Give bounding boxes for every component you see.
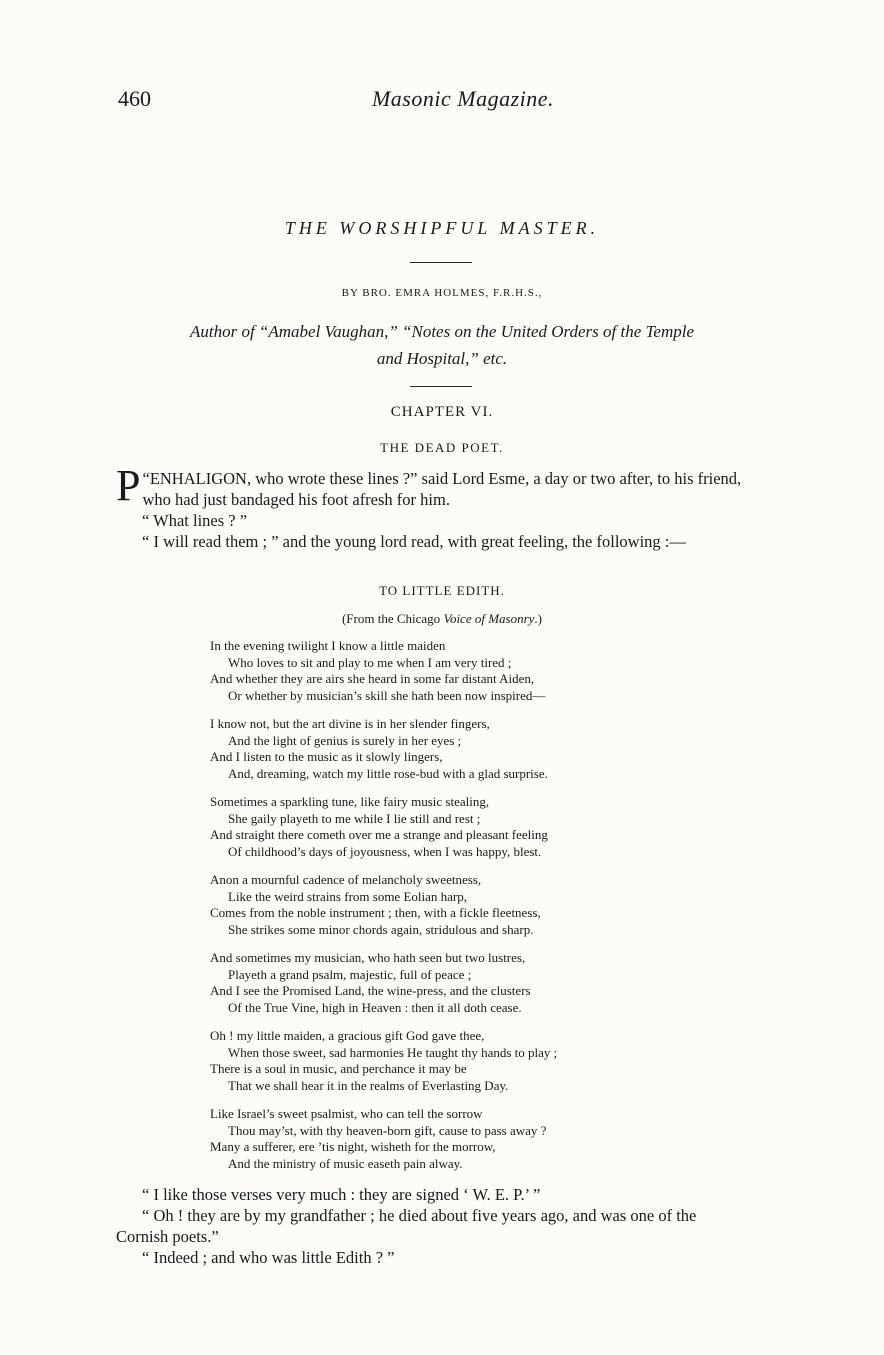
page-number: 460 — [118, 86, 151, 111]
byline: BY BRO. EMRA HOLMES, F.R.H.S., — [341, 287, 543, 299]
poem-line: Of childhood’s days of joyousness, when I was happy, blest. — [228, 843, 542, 859]
opening-text — [116, 461, 746, 552]
dialogue-paragraph: “ Oh ! they are by my grandfather ; he died about five years ago, and was one of the Cornish poets.” — [116, 1206, 697, 1246]
author-credits-line-1: Author of “Amabel Vaughan,” “Notes on the United Orders of the Temple — [189, 322, 694, 341]
poem-stanza — [210, 950, 710, 1016]
poem-line: And I listen to the music as it slowly lingers, — [210, 749, 443, 764]
poem-line: And the ministry of music easeth pain alway. — [228, 1155, 463, 1171]
opening-paragraph-text: ENHALIGON, who wrote these lines ?” said Lord Esme, a day or two after, to his friend, who had just bandaged his foot afresh for him. — [142, 469, 742, 509]
poem-line: That we shall hear it in the realms of Everlasting Day. — [228, 1077, 509, 1093]
poem-stanza — [210, 1028, 710, 1094]
poem-line: She strikes some minor chords again, stridulous and sharp. — [228, 921, 534, 937]
poem-line: And straight there cometh over me a strange and pleasant feeling — [210, 827, 548, 842]
drop-cap: P — [116, 461, 141, 510]
poem-line: And, dreaming, watch my little rose-bud with a glad surprise. — [228, 765, 548, 781]
poem-line: Many a sufferer, ere ’tis night, wisheth for the morrow, — [210, 1139, 496, 1154]
dialogue-paragraph: “ Indeed ; and who was little Edith ? ” — [142, 1248, 395, 1267]
poem-stanza — [210, 1106, 710, 1172]
dialogue-paragraph: “ I like those verses very much : they are signed ‘ W. E. P.’ ” — [142, 1185, 541, 1204]
running-title: Masonic Magazine. — [371, 86, 555, 111]
poem-line: And I see the Promised Land, the wine-press, and the clusters — [210, 983, 531, 998]
poem-line: In the evening twilight I know a little maiden — [210, 638, 446, 653]
author-credits — [0, 318, 884, 372]
page-header — [118, 86, 808, 122]
dialogue-paragraph: “ I will read them ; ” and the young lord read, with great feeling, the following :— — [142, 532, 686, 551]
poem-line: Thou may’st, with thy heaven-born gift, cause to pass away ? — [228, 1122, 547, 1138]
author-credits-line-2: and Hospital,” etc. — [376, 349, 508, 368]
poem-line: When those sweet, sad harmonies He taught thy hands to play ; — [228, 1044, 558, 1060]
poem-line: Playeth a grand psalm, majestic, full of peace ; — [228, 966, 472, 982]
chapter-heading: CHAPTER VI. — [390, 404, 494, 420]
poem-stanza — [210, 872, 710, 938]
poem-stanza — [210, 716, 710, 782]
opening-quote: “ — [142, 469, 150, 488]
article-title: THE WORSHIPFUL MASTER. — [284, 218, 600, 238]
poem-line: I know not, but the art divine is in her slender fingers, — [210, 716, 490, 731]
poem-line: Like Israel’s sweet psalmist, who can tell the sorrow — [210, 1106, 483, 1121]
poem-line: Anon a mournful cadence of melancholy sweetness, — [210, 872, 482, 887]
poem-line: And the light of genius is surely in her eyes ; — [228, 732, 462, 748]
poem-line: Of the True Vine, high in Heaven : then it all doth cease. — [228, 999, 522, 1015]
dialogue-paragraph: “ What lines ? ” — [142, 511, 248, 530]
poem-stanza — [210, 794, 710, 860]
title-rule — [410, 262, 472, 263]
poem-line: Or whether by musician’s skill she hath been now inspired— — [228, 687, 546, 703]
poem-line: And whether they are airs she heard in some far distant Aiden, — [210, 671, 535, 686]
closing-text — [116, 1184, 746, 1268]
chapter-title: THE DEAD POET. — [380, 440, 504, 455]
poem-line: Who loves to sit and play to me when I am very tired ; — [228, 654, 512, 670]
poem-line: Comes from the noble instrument ; then, with a fickle fleetness, — [210, 905, 541, 920]
poem-line: Like the weird strains from some Eolian harp, — [228, 888, 467, 904]
poem-source-suffix: .) — [534, 611, 543, 626]
poem-line: And sometimes my musician, who hath seen but two lustres, — [210, 950, 526, 965]
poem-source-prefix: (From the Chicago — [341, 611, 444, 626]
poem-line: She gaily playeth to me while I lie still and rest ; — [228, 810, 481, 826]
poem-title: TO LITTLE EDITH. — [379, 583, 505, 598]
poem-stanza — [210, 638, 710, 704]
poem-line: Sometimes a sparkling tune, like fairy music stealing, — [210, 794, 490, 809]
poem-body — [210, 638, 710, 1184]
poem-line: Oh ! my little maiden, a gracious gift God gave thee, — [210, 1028, 485, 1043]
poem-line: There is a soul in music, and perchance it may be — [210, 1061, 467, 1076]
poem-source-publication: Voice of Masonry — [443, 611, 535, 626]
author-rule — [410, 386, 472, 387]
poem-source — [0, 611, 884, 627]
opening-paragraph — [116, 461, 746, 510]
